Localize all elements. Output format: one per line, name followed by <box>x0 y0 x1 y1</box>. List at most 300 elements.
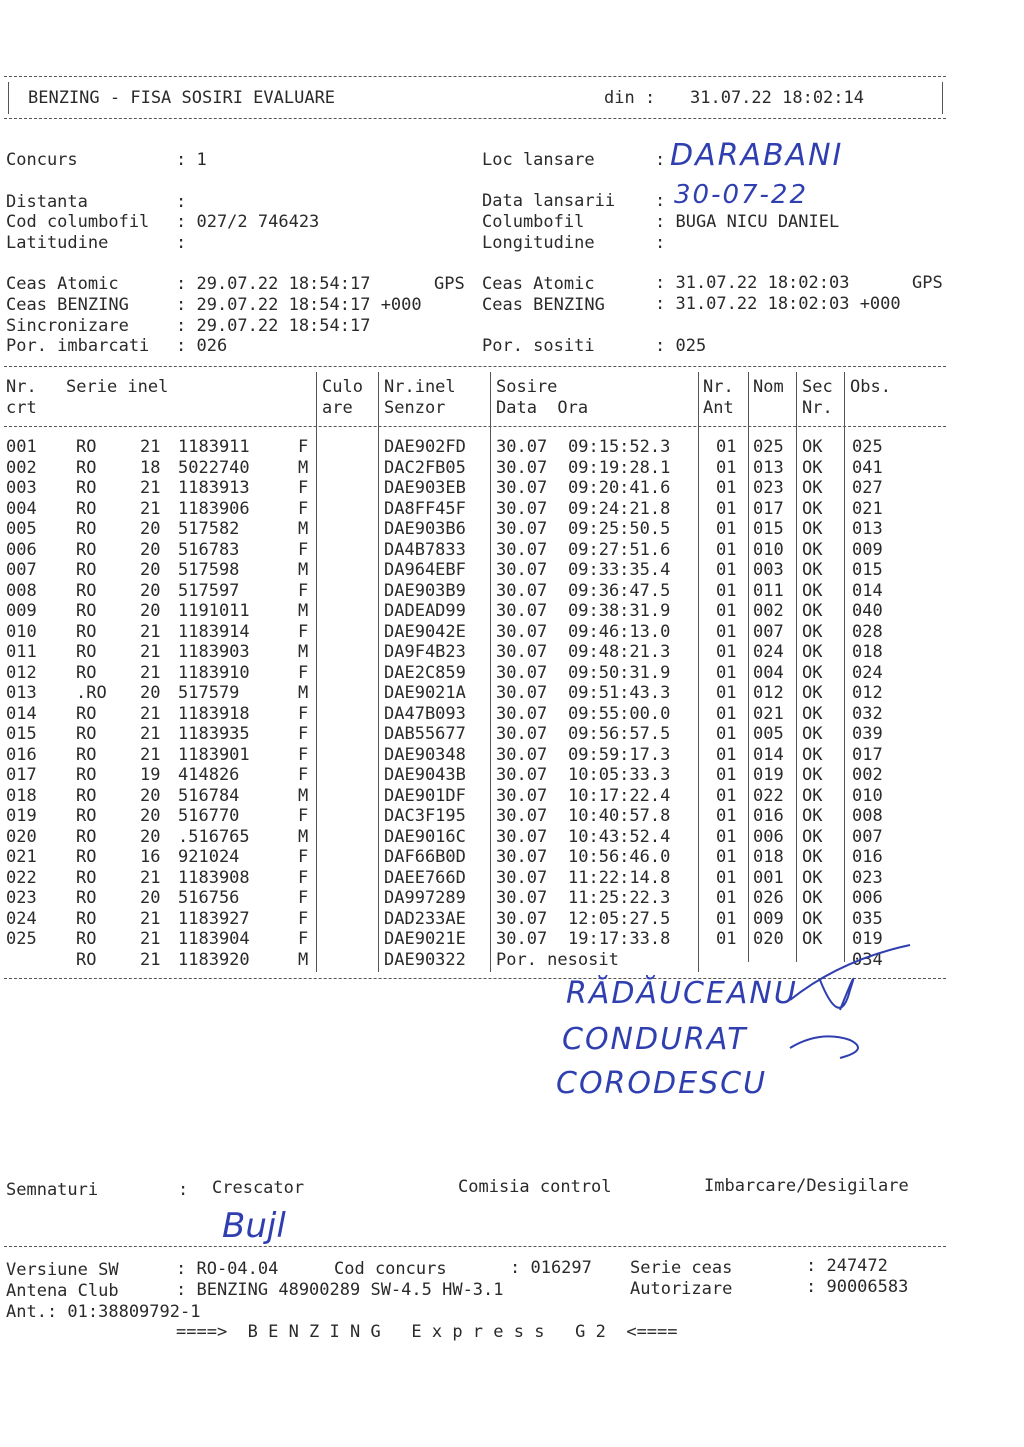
ceas-atomic-right-gps: GPS <box>912 273 943 293</box>
col-sep-6 <box>796 372 797 962</box>
row-year: 21 <box>140 867 161 888</box>
row-sex: F <box>298 744 309 765</box>
row-ant: 01 <box>716 662 737 683</box>
row-obs: 012 <box>852 683 883 703</box>
row-country: RO <box>76 785 97 806</box>
row-time: 09:36:47.5 <box>568 580 671 601</box>
row-nr: 021 <box>6 847 37 867</box>
row-time: 09:51:43.3 <box>568 683 671 703</box>
row-ring: 1183911 <box>178 437 250 457</box>
row-ring: 1191011 <box>178 601 250 621</box>
row-nom: 010 <box>753 539 784 560</box>
row-country: RO <box>76 662 97 683</box>
longitudine-value: : <box>655 233 666 253</box>
cod-concurs-label: Cod concurs <box>334 1259 447 1279</box>
row-ant: 01 <box>716 826 737 847</box>
row-sex: F <box>298 724 309 744</box>
row-sex: M <box>298 642 309 662</box>
row-nom: 004 <box>753 662 784 683</box>
row-time: 09:19:28.1 <box>568 457 671 478</box>
row-date: 30.07 <box>496 765 548 785</box>
row-sex: M <box>298 519 309 539</box>
row-year: 20 <box>140 519 161 539</box>
row-sensor: DAB55677 <box>384 724 466 744</box>
loc-lansare-handwritten: DARABANI <box>670 138 844 173</box>
row-nom: 024 <box>753 642 784 662</box>
row-nom: 025 <box>753 437 784 457</box>
row-sex: F <box>298 437 309 457</box>
row-sensor: DAE903EB <box>384 478 466 498</box>
row-sex: M <box>298 826 309 847</box>
row-sec: OK <box>802 642 823 662</box>
row-ant: 01 <box>716 601 737 621</box>
row-sensor: DA9F4B23 <box>384 642 466 662</box>
row-sensor: DAC2FB05 <box>384 457 466 478</box>
row-ant: 01 <box>716 457 737 478</box>
row-sensor: DAE903B6 <box>384 519 466 539</box>
serie-ceas-value: : 247472 <box>806 1256 888 1276</box>
row-date: 30.07 <box>496 437 548 457</box>
row-obs: 014 <box>852 580 883 601</box>
sositi-value: : 025 <box>655 336 707 356</box>
concurs-value: : 1 <box>176 150 207 170</box>
row-sex: M <box>298 560 309 580</box>
row-sensor: DAE902FD <box>384 437 466 457</box>
row-obs: 023 <box>852 867 883 888</box>
row-nr: 012 <box>6 662 37 683</box>
loc-lansare-label: Loc lansare <box>482 150 595 170</box>
row-sensor: DA964EBF <box>384 560 466 580</box>
row-time: 10:05:33.3 <box>568 765 671 785</box>
row-year: 20 <box>140 806 161 826</box>
row-sex: F <box>298 580 309 601</box>
row-nom: 005 <box>753 724 784 744</box>
col-sep-1 <box>316 372 317 972</box>
row-sex: F <box>298 888 309 908</box>
header-culoare-2: are <box>322 398 353 418</box>
handwritten-name-3: CORODESCU <box>556 1066 768 1101</box>
antenna-id: Ant.: 01:38809792-1 <box>6 1302 201 1322</box>
row-obs: 018 <box>852 642 883 662</box>
row-obs: 002 <box>852 765 883 785</box>
row-time: 10:43:52.4 <box>568 826 671 847</box>
row-sec: OK <box>802 437 823 457</box>
row-year: 20 <box>140 785 161 806</box>
row-time: 09:25:50.5 <box>568 519 671 539</box>
row-sec: OK <box>802 785 823 806</box>
row-country: RO <box>76 724 97 744</box>
autorizare-label: Autorizare <box>630 1279 733 1299</box>
col-sep-2 <box>378 372 379 972</box>
row-sex: F <box>298 867 309 888</box>
row-nom: 001 <box>753 867 784 888</box>
row-sex: F <box>298 765 309 785</box>
row-year: 20 <box>140 601 161 621</box>
row-time: 09:38:31.9 <box>568 601 671 621</box>
row-date: 30.07 <box>496 457 548 478</box>
row-nr: 024 <box>6 908 37 929</box>
row-ring: 5022740 <box>178 457 250 478</box>
col-sep-3 <box>490 372 491 972</box>
row-obs: 027 <box>852 478 883 498</box>
row-sec: OK <box>802 929 823 949</box>
row-nr: 006 <box>6 539 37 560</box>
row-ring: 1183910 <box>178 662 250 683</box>
row-ring: 1183918 <box>178 703 250 724</box>
row-year: 21 <box>140 929 161 949</box>
row-year: 20 <box>140 560 161 580</box>
row-year: 21 <box>140 949 161 970</box>
row-time: 11:25:22.3 <box>568 888 671 908</box>
row-obs: 034 <box>852 949 883 970</box>
header-data-ora: Data Ora <box>496 398 589 418</box>
row-sex: M <box>298 683 309 703</box>
row-sensor: DAE9016C <box>384 826 466 847</box>
row-year: 20 <box>140 580 161 601</box>
data-lansarii-colon: : <box>655 191 666 211</box>
row-nr: 007 <box>6 560 37 580</box>
row-sec: OK <box>802 806 823 826</box>
row-year: 21 <box>140 642 161 662</box>
longitudine-label: Longitudine <box>482 233 595 253</box>
row-ant: 01 <box>716 765 737 785</box>
row-nom: 026 <box>753 888 784 908</box>
row-sec: OK <box>802 580 823 601</box>
header-nr-inel: Nr.inel <box>384 377 456 397</box>
row-nr: 009 <box>6 601 37 621</box>
row-sec: OK <box>802 539 823 560</box>
row-sec: OK <box>802 765 823 785</box>
row-year: 21 <box>140 498 161 519</box>
row-obs: 007 <box>852 826 883 847</box>
row-date: 30.07 <box>496 744 548 765</box>
row-nr: 017 <box>6 765 37 785</box>
row-ring: 516770 <box>178 806 240 826</box>
row-year: 21 <box>140 908 161 929</box>
latitudine-label: Latitudine <box>6 233 109 253</box>
row-obs: 006 <box>852 888 883 908</box>
row-sex: F <box>298 539 309 560</box>
row-time: 09:59:17.3 <box>568 744 671 765</box>
row-obs: 013 <box>852 519 883 539</box>
row-time: 09:56:57.5 <box>568 724 671 744</box>
row-sensor: DAEE766D <box>384 867 466 888</box>
row-country: RO <box>76 457 97 478</box>
row-date: 30.07 <box>496 724 548 744</box>
row-nr: 023 <box>6 888 37 908</box>
row-time: 19:17:33.8 <box>568 929 671 949</box>
header-serie-inel: Serie inel <box>66 377 169 397</box>
row-sensor: DAE903B9 <box>384 580 466 601</box>
row-sec: OK <box>802 724 823 744</box>
row-ant: 01 <box>716 908 737 929</box>
row-obs: 021 <box>852 498 883 519</box>
row-sex: M <box>298 601 309 621</box>
semnaturi-colon: : <box>178 1180 189 1200</box>
row-ring: 1183914 <box>178 621 250 642</box>
row-date: 30.07 <box>496 498 548 519</box>
row-nr: 011 <box>6 642 37 662</box>
row-sensor: DA8FF45F <box>384 498 466 519</box>
row-date: 30.07 <box>496 642 548 662</box>
row-year: 16 <box>140 847 161 867</box>
ceas-atomic-right-label: Ceas Atomic <box>482 274 595 294</box>
row-country: RO <box>76 826 97 847</box>
row-sensor: DAE9043B <box>384 765 466 785</box>
row-ant: 01 <box>716 847 737 867</box>
row-nom: 018 <box>753 847 784 867</box>
row-date: 30.07 <box>496 519 548 539</box>
row-ant: 01 <box>716 806 737 826</box>
row-sec: OK <box>802 519 823 539</box>
row-ant: 01 <box>716 539 737 560</box>
row-ring: 517582 <box>178 519 240 539</box>
row-sec: OK <box>802 847 823 867</box>
header-right-border <box>942 82 943 114</box>
footer-rule <box>4 1246 946 1247</box>
row-country: RO <box>76 437 97 457</box>
row-obs: 010 <box>852 785 883 806</box>
row-sex: M <box>298 785 309 806</box>
row-nom: 002 <box>753 601 784 621</box>
row-sec: OK <box>802 703 823 724</box>
row-country: RO <box>76 560 97 580</box>
row-country: RO <box>76 703 97 724</box>
row-date: 30.07 <box>496 703 548 724</box>
row-sensor: DAE901DF <box>384 785 466 806</box>
row-ring: 516784 <box>178 785 240 806</box>
row-ring: .516765 <box>178 826 250 847</box>
ceas-benzing-label: Ceas BENZING <box>6 295 129 315</box>
row-ring: 414826 <box>178 765 240 785</box>
row-country: RO <box>76 929 97 949</box>
ceas-benzing-right-label: Ceas BENZING <box>482 295 605 315</box>
row-nom: 015 <box>753 519 784 539</box>
row-time: 09:33:35.4 <box>568 560 671 580</box>
row-year: 19 <box>140 765 161 785</box>
row-obs: 040 <box>852 601 883 621</box>
row-date: 30.07 <box>496 847 548 867</box>
row-time: 10:56:46.0 <box>568 847 671 867</box>
row-time: 09:27:51.6 <box>568 539 671 560</box>
row-time: 10:17:22.4 <box>568 785 671 806</box>
row-sex: F <box>298 478 309 498</box>
header-left-border <box>8 82 9 114</box>
row-year: 21 <box>140 621 161 642</box>
row-year: 20 <box>140 683 161 703</box>
data-lansarii-label: Data lansarii <box>482 191 616 211</box>
row-ant: 01 <box>716 580 737 601</box>
header-nr: Nr. <box>6 377 37 397</box>
row-nom: 016 <box>753 806 784 826</box>
row-ant: 01 <box>716 785 737 806</box>
row-nom: 021 <box>753 703 784 724</box>
row-ring: 517597 <box>178 580 240 601</box>
serie-ceas-label: Serie ceas <box>630 1258 733 1278</box>
row-sensor: DAE2C859 <box>384 662 466 683</box>
row-country: RO <box>76 580 97 601</box>
row-date: 30.07 <box>496 601 548 621</box>
row-date: 30.07 <box>496 826 548 847</box>
row-nom: 006 <box>753 826 784 847</box>
header-nom: Nom <box>753 377 784 397</box>
row-ant: 01 <box>716 929 737 949</box>
autorizare-value: : 90006583 <box>806 1277 909 1297</box>
row-nom: 011 <box>753 580 784 601</box>
row-nr: 015 <box>6 724 37 744</box>
row-sensor: DAE90322 <box>384 949 466 970</box>
row-sec: OK <box>802 826 823 847</box>
crescator-signature: Bujl <box>222 1206 286 1246</box>
row-nr: 003 <box>6 478 37 498</box>
row-nom: 022 <box>753 785 784 806</box>
row-ant: 01 <box>716 888 737 908</box>
row-ant: 01 <box>716 683 737 703</box>
row-nom: 019 <box>753 765 784 785</box>
row-obs: 041 <box>852 457 883 478</box>
row-nr: 022 <box>6 867 37 888</box>
row-time: 09:48:21.3 <box>568 642 671 662</box>
row-ring: 1183927 <box>178 908 250 929</box>
table-header-rule <box>4 426 946 427</box>
row-country: RO <box>76 949 97 970</box>
row-sensor: DAD233AE <box>384 908 466 929</box>
row-obs: 024 <box>852 662 883 683</box>
row-sensor: DADEAD99 <box>384 601 466 621</box>
row-sex: F <box>298 621 309 642</box>
col-sep-7 <box>844 372 845 962</box>
antena-value: : BENZING 48900289 SW-4.5 HW-3.1 <box>176 1280 504 1300</box>
row-date: 30.07 <box>496 621 548 642</box>
row-ant: 01 <box>716 642 737 662</box>
row-date: 30.07 <box>496 580 548 601</box>
header-bottom-rule <box>4 118 946 119</box>
ceas-benzing-right: : 31.07.22 18:02:03 +000 <box>655 294 901 314</box>
cod-columbofil-value: : 027/2 746423 <box>176 212 320 232</box>
row-obs: 008 <box>852 806 883 826</box>
col-sep-5 <box>748 372 749 962</box>
row-nr: 008 <box>6 580 37 601</box>
col-sep-4 <box>698 372 699 972</box>
row-obs: 009 <box>852 539 883 560</box>
row-time: 09:20:41.6 <box>568 478 671 498</box>
row-year: 21 <box>140 437 161 457</box>
concurs-label: Concurs <box>6 150 78 170</box>
row-date: 30.07 <box>496 662 548 683</box>
handwritten-name-1: RĂDĂUCEANU <box>566 976 798 1011</box>
row-date: 30.07 <box>496 806 548 826</box>
row-nr: 010 <box>6 621 37 642</box>
row-country: RO <box>76 847 97 867</box>
row-year: 21 <box>140 662 161 683</box>
versiune-value: : RO-04.04 <box>176 1259 279 1279</box>
row-obs: 039 <box>852 724 883 744</box>
row-date: 30.07 <box>496 539 548 560</box>
row-nom: 014 <box>753 744 784 765</box>
sincronizare-value: : 29.07.22 18:54:17 <box>176 316 371 336</box>
row-year: 20 <box>140 888 161 908</box>
row-time: 11:22:14.8 <box>568 867 671 888</box>
row-country: RO <box>76 519 97 539</box>
row-sensor: DA997289 <box>384 888 466 908</box>
row-nr: 014 <box>6 703 37 724</box>
row-nr: 001 <box>6 437 37 457</box>
row-ant: 01 <box>716 478 737 498</box>
row-sensor: DAE9042E <box>384 621 466 642</box>
row-ring: 921024 <box>178 847 240 867</box>
row-ant: 01 <box>716 744 737 765</box>
row-country: RO <box>76 806 97 826</box>
header-sec-nr: Nr. <box>802 398 833 418</box>
row-nom: 012 <box>753 683 784 703</box>
row-nom: 007 <box>753 621 784 642</box>
row-nr: 018 <box>6 785 37 806</box>
ceas-benzing-left: : 29.07.22 18:54:17 +000 <box>176 295 422 315</box>
antena-label: Antena Club <box>6 1281 119 1301</box>
row-sec: OK <box>802 621 823 642</box>
row-time: 12:05:27.5 <box>568 908 671 929</box>
row-sec: OK <box>802 498 823 519</box>
row-sec: OK <box>802 908 823 929</box>
header-nr-ant: Nr. <box>703 377 734 397</box>
row-ant: 01 <box>716 867 737 888</box>
imbarcati-label: Por. imbarcati <box>6 336 150 356</box>
row-country: RO <box>76 908 97 929</box>
sositi-label: Por. sositi <box>482 336 595 356</box>
loc-lansare-colon: : <box>655 150 666 170</box>
row-sensor: DAC3F195 <box>384 806 466 826</box>
row-sensor: DA4B7833 <box>384 539 466 560</box>
row-nr: 013 <box>6 683 37 703</box>
header-crt: crt <box>6 398 37 418</box>
crescator-label: Crescator <box>212 1178 305 1198</box>
row-ring: 1183903 <box>178 642 250 662</box>
row-sex: F <box>298 662 309 683</box>
row-date: 30.07 <box>496 683 548 703</box>
row-sec: OK <box>802 560 823 580</box>
row-nr: 025 <box>6 929 37 949</box>
row-date: 30.07 <box>496 478 548 498</box>
row-nr: 002 <box>6 457 37 478</box>
row-nom: 009 <box>753 908 784 929</box>
row-country: RO <box>76 498 97 519</box>
versiune-label: Versiune SW <box>6 1260 119 1280</box>
header-culoare: Culo <box>322 377 363 397</box>
row-year: 18 <box>140 457 161 478</box>
row-nr: 016 <box>6 744 37 765</box>
comisia-control-label: Comisia control <box>458 1177 612 1197</box>
row-date: 30.07 <box>496 785 548 806</box>
row-sex: F <box>298 929 309 949</box>
semnaturi-label: Semnaturi <box>6 1180 99 1200</box>
row-sensor: DAE9021A <box>384 683 466 703</box>
handwritten-name-2: CONDURAT <box>562 1022 748 1057</box>
header-sosire: Sosire <box>496 377 558 397</box>
row-sex: F <box>298 908 309 929</box>
row-sec: OK <box>802 457 823 478</box>
row-date: 30.07 <box>496 888 548 908</box>
distanta-value: : <box>176 192 187 212</box>
row-year: 20 <box>140 539 161 560</box>
row-obs: 017 <box>852 744 883 765</box>
row-sensor: DAE9021E <box>384 929 466 949</box>
row-time: 10:40:57.8 <box>568 806 671 826</box>
row-ring: 516783 <box>178 539 240 560</box>
header-ant: Ant <box>703 398 734 418</box>
row-ant: 01 <box>716 519 737 539</box>
ceas-atomic-left: : 29.07.22 18:54:17 <box>176 274 371 294</box>
imbarcati-value: : 026 <box>176 336 228 356</box>
